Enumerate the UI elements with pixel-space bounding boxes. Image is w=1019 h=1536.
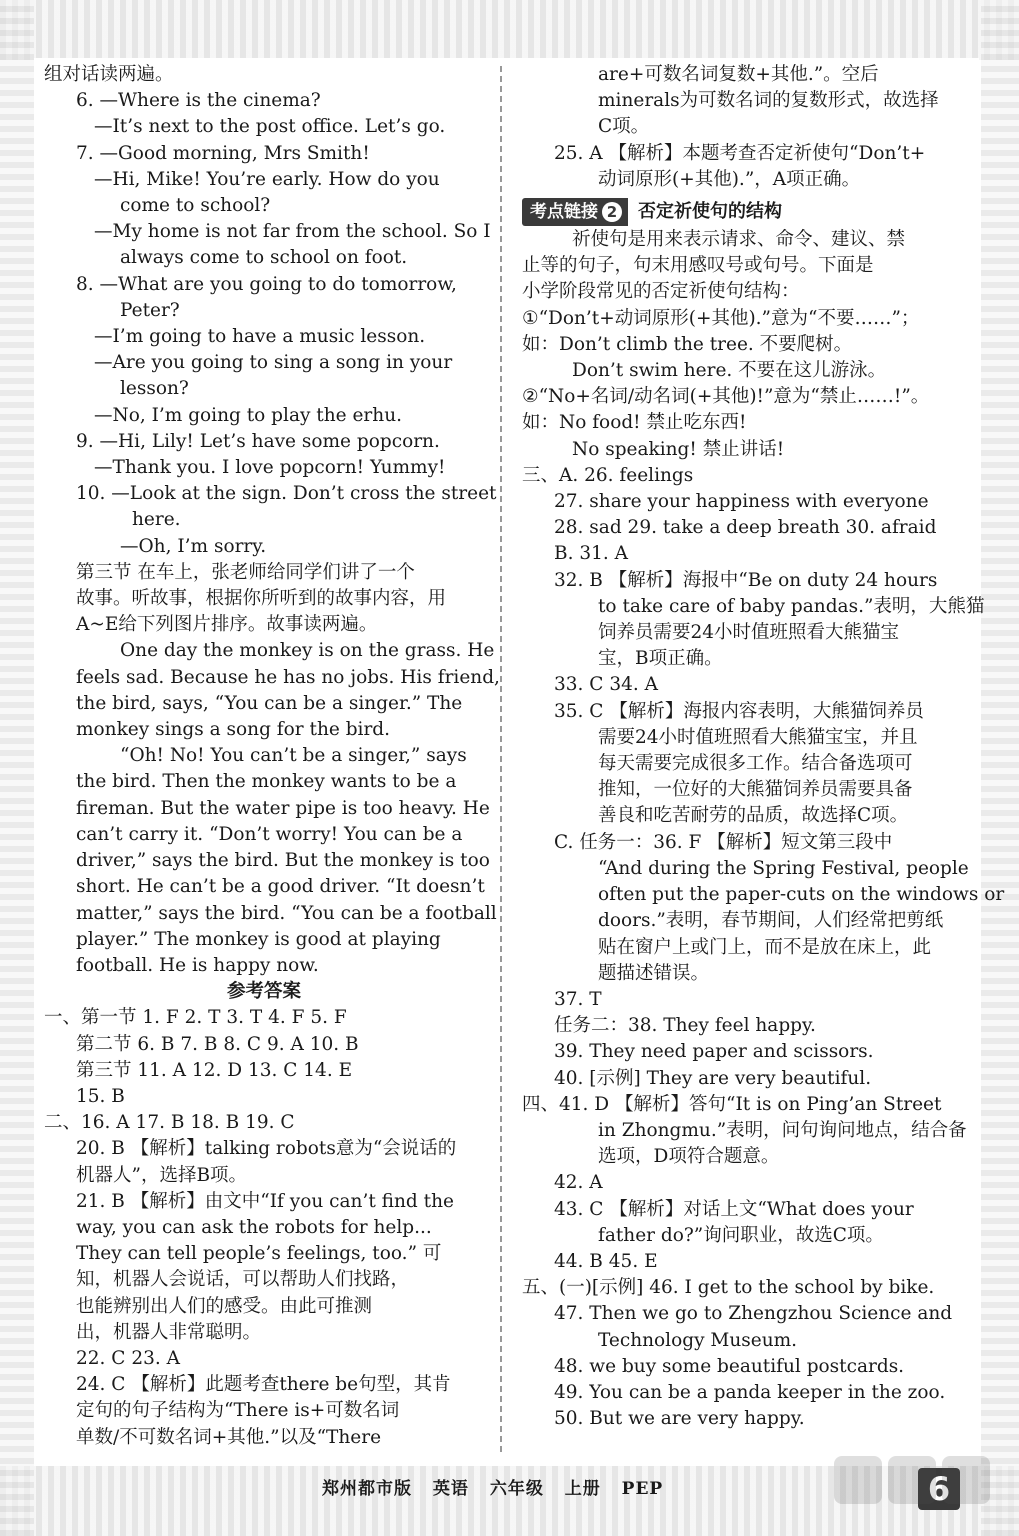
right-text-line: are+可数名词复数+其他.”。空后 (598, 64, 879, 85)
right-text-line: 42. A (554, 1172, 603, 1194)
right-text-line: 35. C 【解析】海报内容表明，大熊猫饲养员 (554, 700, 924, 722)
right-text-line: B. 31. A (554, 543, 629, 565)
right-text-line: C. 任务一：36. F 【解析】短文第三段中 (554, 831, 893, 853)
left-text-line: short. He can’t be a good driver. “It doesn’t (76, 876, 485, 898)
right-text-line: Technology Museum. (598, 1329, 798, 1351)
right-text-line: 每天需要完成很多工作。结合备选项可 (598, 753, 913, 775)
left-text-line: —It’s next to the post office. Let’s go. (94, 116, 446, 138)
right-column-answers-top (522, 62, 954, 193)
right-text-line: C项。 (598, 116, 650, 138)
right-text-line: 43. C 【解析】对话上文“What does your (554, 1198, 914, 1220)
left-text-line: feels sad. Because he has no jobs. His friend, (76, 666, 500, 688)
left-text-line: player.” The monkey is good at playing (76, 928, 441, 950)
left-text-line: —My home is not far from the school. So I (94, 221, 491, 243)
right-text-line: 49. You can be a panda keeper in the zoo. (554, 1381, 946, 1403)
left-text-line: come to school? (120, 195, 271, 217)
right-text-line: No speaking! 禁止讲话! (572, 438, 785, 460)
right-text-line: 动词原形(+其他).”，A项正确。 (598, 168, 861, 190)
right-text-line: 需要24小时值班照看大熊猫宝宝，并且 (598, 726, 918, 748)
right-text-line: Don’t swim here. 不要在这儿游泳。 (572, 360, 887, 382)
right-text-line: ①“Don’t+动词原形(+其他).”意为“不要……”； (522, 307, 920, 329)
right-text-line: 如：Don’t climb the tree. 不要爬树。 (522, 333, 853, 355)
right-text-line: 五、(一)[示例] 46. I get to the school by bike. (522, 1277, 935, 1299)
right-text-line: in Zhongmu.”表明，问句询问地点，结合备 (598, 1119, 967, 1141)
left-text-line: 二、16. A 17. B 18. B 19. C (44, 1112, 295, 1134)
right-text-line: 小学阶段常见的否定祈使句结构： (522, 281, 800, 303)
right-text-line: 25. A 【解析】本题考查否定祈使句“Don’t+ (554, 142, 926, 164)
left-text-line: —No, I’m going to play the erhu. (94, 404, 402, 426)
right-text-line: 宝，B项正确。 (598, 648, 723, 670)
left-text-line: —Hi, Mike! You’re early. How do you (94, 168, 440, 190)
page-number: 6 (918, 1468, 960, 1510)
left-text-line: 知，机器人会说话，可以帮助人们找路， (76, 1269, 410, 1291)
right-text-line: doors.”表明，春节期间，人们经常把剪纸 (598, 910, 944, 932)
right-text-line: 任务二：38. They feel happy. (554, 1015, 816, 1037)
left-text-line: monkey sings a song for the bird. (76, 719, 391, 741)
right-text-line: ②“No+名词/动名词(+其他)!”意为“禁止……!”。 (522, 386, 930, 408)
right-text-line: 39. They need paper and scissors. (554, 1041, 874, 1063)
right-text-line: 题描述错误。 (598, 962, 710, 984)
left-text-line: 出，机器人非常聪明。 (76, 1321, 262, 1343)
left-text-line: the bird, says, “You can be a singer.” The (76, 692, 463, 714)
right-text-line: father do?”询问职业，故选C项。 (598, 1224, 884, 1246)
right-text-line: often put the paper-cuts on the windows or (598, 884, 1005, 906)
right-text-line: 祈使句是用来表示请求、命令、建议、禁 (572, 229, 906, 251)
left-text-line: 故事。听故事，根据你所听到的故事内容，用 (76, 588, 447, 610)
left-text-line: —Oh, I’m sorry. (120, 535, 267, 557)
left-text-line: 20. B 【解析】talking robots意为“会说话的 (76, 1138, 457, 1160)
left-text-line: —I’m going to have a music lesson. (94, 326, 426, 348)
key-point-link-header (522, 199, 954, 225)
right-text-line: 47. Then we go to Zhengzhou Science and (554, 1303, 953, 1325)
right-text-line: 33. C 34. A (554, 674, 658, 696)
left-column (44, 62, 500, 1451)
left-text-line: the bird. Then the monkey wants to be a (76, 771, 457, 793)
left-text-line: 第三节 在车上，张老师给同学们讲了一个 (76, 561, 415, 583)
key-point-title: 否定祈使句的结构 (638, 200, 782, 222)
left-text-line: —Thank you. I love popcorn! Yummy! (94, 457, 446, 479)
right-text-line: 三、A. 26. feelings (522, 464, 694, 486)
right-text-line: 善良和吃苦耐劳的品质，故选择C项。 (598, 805, 909, 827)
right-text-line: to take care of baby pandas.”表明，大熊猫 (598, 595, 985, 617)
right-text-line: 50. But we are very happy. (554, 1408, 805, 1430)
left-text-line: 22. C 23. A (76, 1347, 180, 1369)
left-text-line: way, you can ask the robots for help... (76, 1216, 432, 1238)
right-column-answers-bottom (522, 227, 1005, 1432)
left-text-line: 第二节 6. B 7. B 8. C 9. A 10. B (76, 1033, 359, 1055)
left-text-line: lesson? (120, 378, 189, 400)
decorative-top-border (0, 0, 1019, 60)
right-text-line: 止等的句子，句末用感叹号或句号。下面是 (522, 255, 874, 277)
right-text-line: 选项，D项符合题意。 (598, 1146, 780, 1168)
left-text-line: One day the monkey is on the grass. He (120, 640, 495, 662)
right-text-line: 27. share your happiness with everyone (554, 491, 929, 513)
key-point-number: 2 (602, 202, 622, 222)
left-text-line: A~E给下列图片排序。故事读两遍。 (76, 614, 378, 636)
left-text-line: Peter? (120, 299, 180, 321)
decorative-right-border (981, 0, 1019, 1536)
right-text-line: 如：No food! 禁止吃东西! (522, 412, 747, 434)
footer-book-info: 郑州都市版 英语 六年级 上册 PEP (322, 1479, 664, 1499)
right-text-line: 48. we buy some beautiful postcards. (554, 1355, 905, 1377)
left-text-line: 7. —Good morning, Mrs Smith! (76, 142, 370, 164)
decorative-left-border (0, 0, 34, 1536)
left-text-line: 第三节 11. A 12. D 13. C 14. E (76, 1059, 353, 1081)
left-text-line: 10. —Look at the sign. Don’t cross the street (76, 483, 497, 505)
right-text-line: 37. T (554, 988, 602, 1010)
left-text-line: matter,” says the bird. “You can be a football (76, 902, 497, 924)
right-text-line: 32. B 【解析】海报中“Be on duty 24 hours (554, 569, 938, 591)
left-text-line: 9. —Hi, Lily! Let’s have some popcorn. (76, 430, 440, 452)
right-text-line: 40. [示例] They are very beautiful. (554, 1067, 872, 1089)
left-text-line: 15. B (76, 1085, 125, 1107)
right-text-line: “And during the Spring Festival, people (598, 857, 969, 879)
left-text-line: 单数/不可数名词+其他.”以及“There (76, 1426, 382, 1448)
left-text-line: 一、第一节 1. F 2. T 3. T 4. F 5. F (44, 1007, 347, 1029)
left-text-line: can’t carry it. “Don’t worry! You can be a (76, 823, 463, 845)
left-text-line: football. He is happy now. (76, 954, 319, 976)
right-text-line: 44. B 45. E (554, 1250, 658, 1272)
left-text-line: 21. B 【解析】由文中“If you can’t find the (76, 1190, 454, 1212)
left-text-line: 24. C 【解析】此题考查there be句型，其肯 (76, 1374, 451, 1396)
right-text-line: 饲养员需要24小时值班照看大熊猫宝 (598, 622, 900, 644)
left-text-line: always come to school on foot. (120, 247, 408, 269)
left-text-line: here. (132, 509, 181, 531)
right-text-line: 贴在窗户上或门上，而不是放在床上，此 (598, 936, 932, 958)
right-text-line: 推知，一位好的大熊猫饲养员需要具备 (598, 779, 913, 801)
key-point-badge (522, 198, 628, 226)
right-text-line: 28. sad 29. take a deep breath 30. afraid (554, 517, 937, 539)
right-text-line: minerals为可数名词的复数形式，故选择 (598, 90, 939, 112)
left-text-line: 机器人”，选择B项。 (76, 1164, 248, 1186)
left-text-line: —Are you going to sing a song in your (94, 352, 453, 374)
left-text-line: 组对话读两遍。 (44, 64, 174, 85)
left-text-line: 6. —Where is the cinema? (76, 90, 321, 112)
key-point-badge-label: 考点链接 (530, 201, 598, 222)
left-text-line: 8. —What are you going to do tomorrow, (76, 273, 457, 295)
right-column (522, 62, 1005, 1432)
left-text-line: 也能辨别出人们的感受。由此可推测 (76, 1295, 373, 1317)
left-text-line: driver,” says the bird. But the monkey is too (76, 850, 490, 872)
left-text-line: They can tell people’s feelings, too.” 可 (76, 1243, 442, 1265)
watermark-logo (830, 1448, 1000, 1528)
left-text-line: 参考答案 (226, 981, 301, 1003)
column-divider (500, 66, 502, 1452)
left-text-line: “Oh! No! You can’t be a singer,” says (120, 745, 467, 767)
right-text-line: 四、41. D 【解析】答句“It is on Ping’an Street (522, 1093, 942, 1115)
left-text-line: 定句的句子结构为“There is+可数名词 (76, 1400, 400, 1422)
left-text-line: fireman. But the water pipe is too heavy. He (76, 797, 490, 819)
